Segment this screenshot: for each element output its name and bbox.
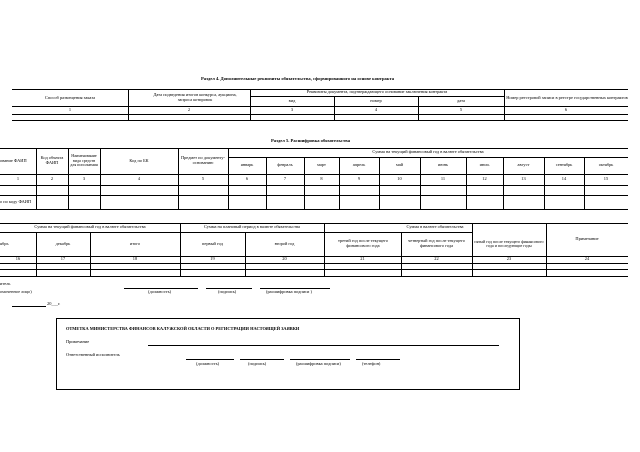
exec-sign-caption: (подпись) (248, 361, 267, 366)
col-number: 6 (245, 176, 249, 182)
col-number: 8 (320, 176, 323, 182)
header-current-year-group: Сумма на текущий финансовый год в валюте обязательства (372, 149, 484, 155)
col-number: 16 (15, 256, 21, 262)
header-kind: вид (288, 97, 296, 103)
note-line (148, 345, 499, 346)
executor-line (290, 359, 350, 360)
col-year3: третий год после текущего финансового года (337, 238, 389, 248)
month-header: февраль (277, 162, 293, 168)
group-current-year: Сумма на текущий финансовый год в валюте обязательства (34, 224, 146, 230)
col-number: 2 (187, 106, 191, 112)
col-number: 4 (137, 176, 141, 182)
section4-body-bottom (12, 120, 628, 121)
col-december: декабрь (55, 240, 71, 246)
sign-caption: (подпись) (218, 289, 237, 294)
month-header: май (395, 162, 404, 168)
section4-number-bottom (12, 114, 628, 115)
group-beyond: Сумма в валюте обязательства (406, 224, 464, 230)
executor-line (186, 359, 234, 360)
header-faip-name: ование ФАИП (0, 157, 27, 163)
position-caption: (должность) (148, 289, 172, 294)
col-number: 20 (282, 256, 287, 262)
col-number: 2 (50, 176, 54, 182)
col-number: 5 (459, 106, 463, 112)
col-number: 7 (283, 176, 287, 182)
section4-divider (128, 89, 129, 120)
month-header: сентябрь (555, 162, 573, 168)
section4-title: Раздел 4. Дополнительные реквизиты обязательства, сформированного на основе контракта (201, 76, 395, 81)
date-line (12, 306, 46, 307)
col-number: 1 (16, 176, 20, 182)
col-number: 13 (521, 176, 526, 182)
col-number: 10 (397, 176, 402, 182)
col-year4: четвертый год после текущего финансового года (408, 238, 465, 248)
date-year: 20___г. (47, 301, 61, 306)
exec-position-caption: (должность) (196, 361, 220, 366)
col-number: 11 (440, 176, 446, 182)
signer-label: итель (0, 281, 11, 286)
col-number: 4 (374, 106, 378, 112)
col-number: 14 (561, 176, 567, 182)
header-fund-type: Наименование вида средств для исполнения (70, 153, 98, 168)
month-header: апрель (352, 162, 366, 168)
col-number: 3 (82, 176, 86, 182)
col-number: 5 (201, 176, 205, 182)
section5-row-bottom (0, 195, 628, 196)
header-subject: Предмет по документу-основанию (180, 155, 226, 165)
col-number: 9 (357, 176, 361, 182)
exec-phone-caption: (телефон) (362, 361, 381, 366)
registration-title: ОТМЕТКА МИНИСТЕРСТВА ФИНАНСОВ КАЛУЖСКОЙ ОБЛАСТИ О РЕГИСТРАЦИИ НАСТОЯЩЕЙ ЗАЯВКИ (66, 326, 300, 331)
header-number: номер (370, 97, 382, 103)
header-doc-group: Реквизиты документа, подтверждающего основание заключения контракта (306, 89, 448, 95)
header-registry: Номер реестровой записи в реестре государственных контрактов (506, 94, 628, 100)
col-number: 15 (603, 176, 609, 182)
note-label: Примечание (66, 339, 90, 344)
executor-line (356, 359, 400, 360)
col-year2: второй год (274, 240, 295, 246)
col-number: 23 (506, 256, 512, 262)
month-header: август (517, 162, 530, 168)
header-docdate: дата (457, 97, 465, 103)
total-row-label: о по коду ФАИП (0, 198, 32, 204)
col-number: 12 (482, 176, 487, 182)
col-number: 21 (360, 256, 365, 262)
section5b-number-bottom (0, 263, 628, 264)
col-number: 1 (68, 106, 72, 112)
section5-total-bottom (0, 209, 628, 210)
exec-decode-caption: (расшифровка подписи) (296, 361, 341, 366)
col-number: 22 (434, 256, 439, 262)
col-total: итого (129, 240, 141, 246)
month-header: июль (479, 162, 490, 168)
col-november: ябрь (0, 240, 9, 246)
section5b-divider (401, 232, 402, 276)
month-header: июнь (438, 162, 448, 168)
col-number: 3 (290, 106, 294, 112)
decode-caption: (расшифровка подписи ) (266, 289, 312, 294)
executor-label: Ответственный исполнитель (66, 352, 120, 357)
header-bk-code: Код по БК (129, 157, 149, 163)
section4-divider (504, 89, 505, 120)
month-header: март (317, 162, 326, 168)
header-date: Дата подведения итогов конкурса, аукциона, запроса котировок (153, 92, 237, 102)
signer-label-2: омоченное лицо) (0, 289, 32, 294)
col-number: 24 (584, 256, 590, 262)
col-number: 6 (564, 106, 568, 112)
section5-title: Раздел 5. Расшифровка обязательства (271, 138, 350, 143)
executor-line (240, 359, 284, 360)
month-header: январь (240, 162, 254, 168)
col-year5: пятый год после текущего финансового года и последующие годы (474, 238, 544, 248)
section5b-row-bottom (0, 269, 628, 270)
col-year1: первый год (202, 240, 223, 246)
col-number: 19 (210, 256, 215, 262)
group-plan-period: Сумма на плановый период в валюте обязательства (203, 224, 301, 230)
col-number: 17 (60, 256, 66, 262)
month-header: октябрь (598, 162, 614, 168)
header-faip-code: Код объекта ФАИП (40, 155, 64, 165)
col-number: 18 (132, 256, 138, 262)
section5b-row-bottom (0, 276, 628, 277)
col-note: Примечание (575, 236, 599, 242)
header-method: Способ размещения заказа (44, 94, 96, 100)
section5-number-bottom (0, 185, 628, 186)
